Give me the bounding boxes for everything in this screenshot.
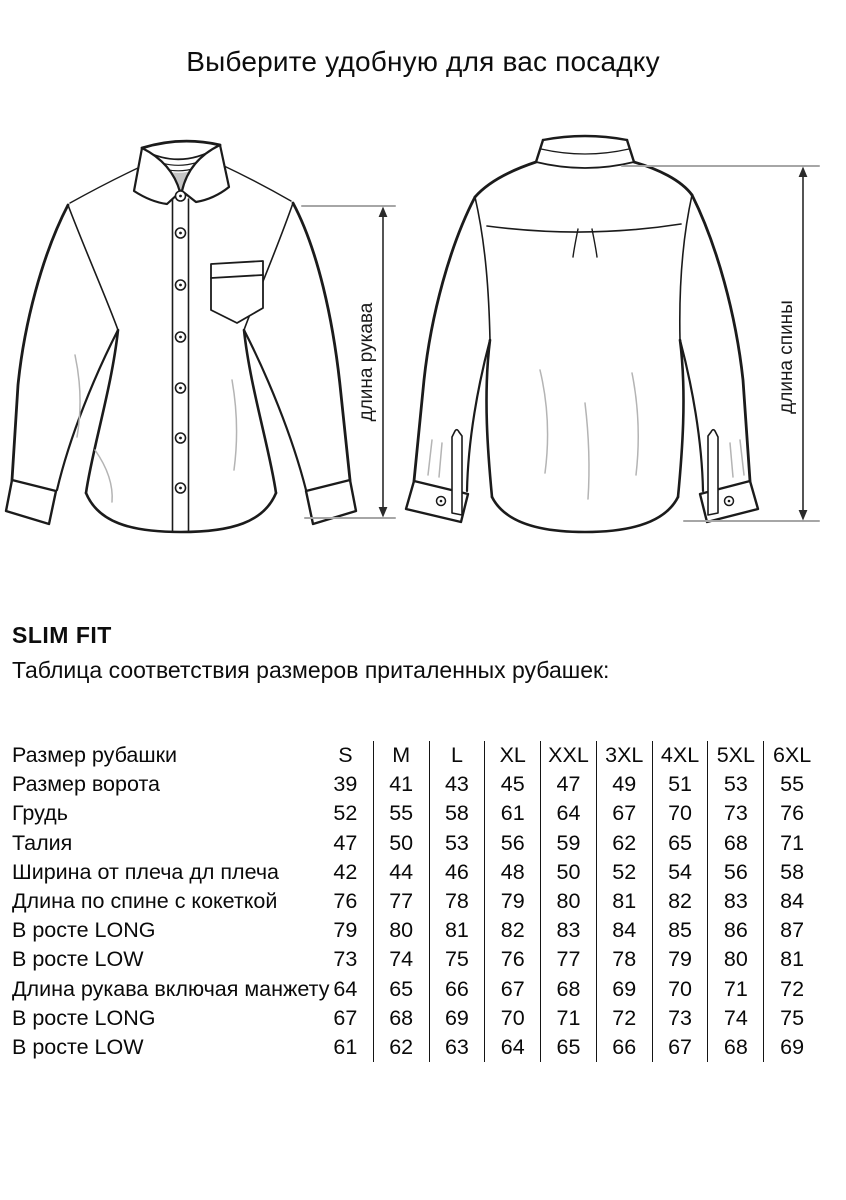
size-cell: 83 [541, 916, 597, 945]
row-label: Талия [12, 830, 73, 855]
size-cell: 81 [780, 947, 805, 972]
row-label: Грудь [12, 801, 68, 826]
size-cell: 65 [541, 1033, 597, 1062]
row-label: Размер рубашки [12, 743, 178, 768]
size-cell: 65 [653, 829, 709, 858]
row-label: Размер ворота [12, 772, 161, 797]
size-cell: 71 [541, 1004, 597, 1033]
size-cell: 69 [597, 975, 653, 1004]
size-cell: 81 [597, 887, 653, 916]
size-cell: 68 [541, 975, 597, 1004]
size-cell: 51 [653, 770, 709, 799]
size-table [12, 741, 820, 1062]
size-cell: 67 [597, 799, 653, 828]
size-cell: 73 [318, 945, 374, 974]
size-cell: 47 [318, 829, 374, 858]
size-cell: 52 [597, 858, 653, 887]
size-cell: 45 [485, 770, 541, 799]
size-cell: 61 [318, 1033, 374, 1062]
section-heading: SLIM FIT [12, 622, 112, 648]
size-cell: 54 [653, 858, 709, 887]
size-cell: 64 [318, 975, 374, 1004]
size-cell: 67 [485, 975, 541, 1004]
page-title: Выберите удобную для вас посадку [186, 46, 660, 77]
row-label: В росте LONG [12, 918, 156, 943]
size-cell: 5XL [708, 741, 764, 770]
size-cell: 77 [374, 887, 430, 916]
size-cell: 42 [318, 858, 374, 887]
size-cell: 62 [374, 1033, 430, 1062]
back-length-dimension [622, 166, 819, 521]
sleeve-length-label: длина рукава [356, 302, 377, 422]
size-cell: 55 [374, 799, 430, 828]
size-cell: 66 [430, 975, 486, 1004]
size-cell: 83 [708, 887, 764, 916]
shirt-front-drawing [6, 141, 356, 532]
front-buttons [176, 191, 186, 493]
size-cell: 76 [780, 801, 805, 826]
size-cell: 79 [485, 887, 541, 916]
size-cell: 56 [708, 858, 764, 887]
size-cell: 71 [780, 830, 805, 855]
size-cell: 87 [780, 918, 805, 943]
size-cell: 6XL [772, 743, 812, 768]
size-cell: 79 [318, 916, 374, 945]
size-cell: 80 [541, 887, 597, 916]
row-label: Ширина от плеча дл плеча [12, 859, 280, 884]
size-cell: 66 [597, 1033, 653, 1062]
row-label: Длина по спине с кокеткой [12, 889, 278, 914]
size-cell: M [374, 741, 430, 770]
size-cell: 86 [708, 916, 764, 945]
size-cell: 67 [653, 1033, 709, 1062]
size-cell: 53 [708, 770, 764, 799]
size-cell: 44 [374, 858, 430, 887]
size-cell: 82 [485, 916, 541, 945]
size-cell: 75 [430, 945, 486, 974]
row-label: В росте LOW [12, 947, 144, 972]
size-cell: 68 [708, 1033, 764, 1062]
size-cell: 80 [708, 945, 764, 974]
back-length-label: длина спины [776, 300, 797, 414]
size-cell: 79 [653, 945, 709, 974]
size-cell: 76 [485, 945, 541, 974]
size-cell: 68 [374, 1004, 430, 1033]
size-cell: 48 [485, 858, 541, 887]
size-cell: L [430, 741, 486, 770]
size-cell: 68 [708, 829, 764, 858]
size-cell: 47 [541, 770, 597, 799]
size-cell: 58 [780, 859, 805, 884]
size-cell: 46 [430, 858, 486, 887]
size-cell: 69 [430, 1004, 486, 1033]
size-cell: 53 [430, 829, 486, 858]
size-cell: 76 [318, 887, 374, 916]
size-cell: 84 [597, 916, 653, 945]
size-cell: 41 [374, 770, 430, 799]
size-cell: 50 [541, 858, 597, 887]
size-cell: 75 [780, 1005, 805, 1030]
size-cell: 73 [653, 1004, 709, 1033]
shirt-back-drawing [406, 136, 758, 532]
size-cell: 39 [318, 770, 374, 799]
size-cell: 74 [374, 945, 430, 974]
section-subtitle: Таблица соответствия размеров приталенных рубашек: [12, 657, 610, 683]
shirt-diagram [0, 125, 846, 575]
size-cell: 62 [597, 829, 653, 858]
size-cell: 64 [541, 799, 597, 828]
size-cell: 77 [541, 945, 597, 974]
size-cell: 70 [485, 1004, 541, 1033]
size-cell: 65 [374, 975, 430, 1004]
size-cell: 70 [653, 975, 709, 1004]
size-cell: 72 [597, 1004, 653, 1033]
size-cell: 84 [780, 889, 805, 914]
size-cell: XL [485, 741, 541, 770]
size-cell: 43 [430, 770, 486, 799]
row-label: В росте LOW [12, 1034, 144, 1059]
size-cell: 59 [541, 829, 597, 858]
size-cell: 70 [653, 799, 709, 828]
size-cell: 61 [485, 799, 541, 828]
size-cell: 72 [780, 976, 805, 1001]
size-cell: 64 [485, 1033, 541, 1062]
size-cell: 80 [374, 916, 430, 945]
size-cell: 73 [708, 799, 764, 828]
size-cell: 85 [653, 916, 709, 945]
size-cell: S [318, 741, 374, 770]
row-label: В росте LONG [12, 1005, 156, 1030]
size-cell: 67 [318, 1004, 374, 1033]
chest-pocket [211, 261, 263, 323]
row-label: Длина рукава включая манжету [12, 976, 330, 1001]
size-cell: 71 [708, 975, 764, 1004]
size-cell: 49 [597, 770, 653, 799]
size-cell: 78 [597, 945, 653, 974]
size-cell: 63 [430, 1033, 486, 1062]
size-cell: 56 [485, 829, 541, 858]
size-cell: 3XL [597, 741, 653, 770]
size-cell: 81 [430, 916, 486, 945]
size-cell: 55 [780, 772, 805, 797]
size-cell: 4XL [653, 741, 709, 770]
size-cell: 78 [430, 887, 486, 916]
size-cell: 82 [653, 887, 709, 916]
size-cell: 50 [374, 829, 430, 858]
size-cell: XXL [541, 741, 597, 770]
size-cell: 69 [780, 1034, 805, 1059]
size-cell: 74 [708, 1004, 764, 1033]
size-cell: 52 [318, 799, 374, 828]
size-cell: 58 [430, 799, 486, 828]
